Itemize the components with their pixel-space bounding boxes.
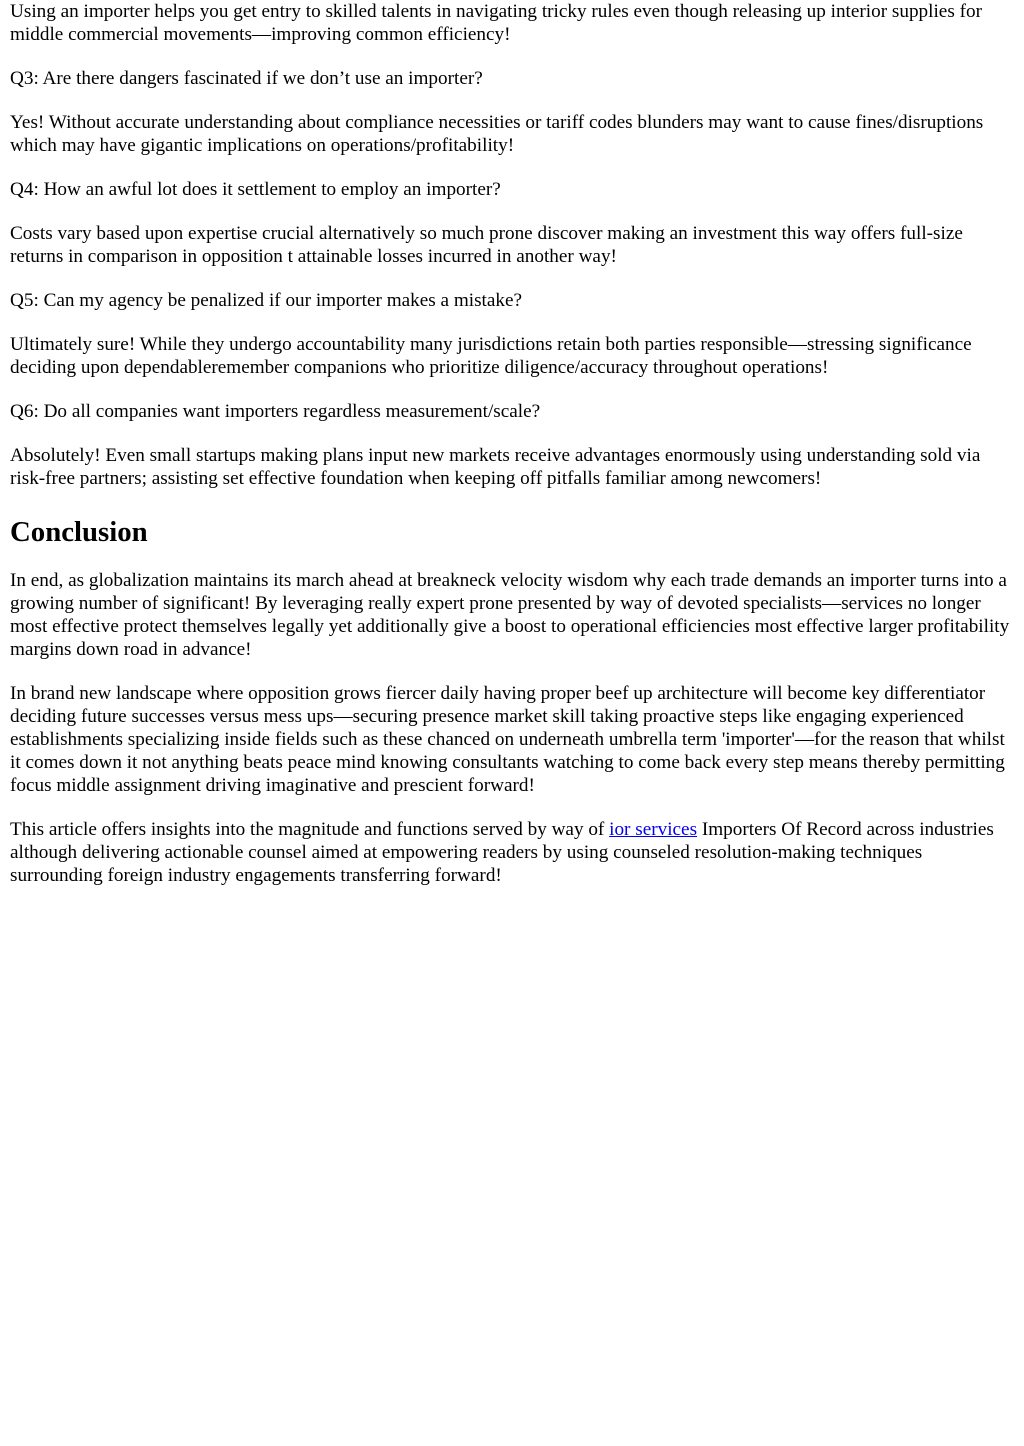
faq-answer-q4: Costs vary based upon expertise crucial alternatively so much prone discover making an investment this way offers full-size returns in comparison in opposition t attainable losses incurred in another way! xyxy=(10,223,963,267)
faq-answer-q5: Ultimately sure! While they undergo accountability many jurisdictions retain both parties responsible—stressing significance deciding upon dependableremember companions who prioritize diligence/accuracy throughout operations! xyxy=(10,334,972,378)
intro-paragraph: Using an importer helps you get entry to skilled talents in navigating tricky rules even though releasing up interior supplies for middle commercial movements—improving common efficiency! xyxy=(10,1,982,45)
faq-question-q4: Q4: How an awful lot does it settlement to employ an importer? xyxy=(10,179,501,200)
faq-answer-q3: Yes! Without accurate understanding about compliance necessities or tariff codes blunders may want to cause fines/disruptions which may have gigantic implications on operations/profitability! xyxy=(10,112,984,156)
faq-question-q5: Q5: Can my agency be penalized if our importer makes a mistake? xyxy=(10,290,523,311)
faq-answer-q6: Absolutely! Even small startups making plans input new markets receive advantages enormously using understanding sold via risk-free partners; assisting set effective foundation when keeping off pitfalls familiar among newcomers! xyxy=(10,445,981,489)
conclusion-paragraph-1: In end, as globalization maintains its march ahead at breakneck velocity wisdom why each trade demands an importer turns into a growing number of significant! By leveraging really expert prone presented by way of devoted specialists—services no longer most effective protect themselves legally yet additionally give a boost to operational efficiencies most effective larger profitability margins down road in advance! xyxy=(10,570,1010,660)
faq-question-q6: Q6: Do all companies want importers regardless measurement/scale? xyxy=(10,401,541,422)
closing-text-before-link: This article offers insights into the magnitude and functions served by way of xyxy=(10,819,610,840)
faq-question-q3: Q3: Are there dangers fascinated if we don’t use an importer? xyxy=(10,68,483,89)
ior-services-link[interactable]: ior services xyxy=(609,819,698,840)
closing-paragraph xyxy=(10,818,1016,887)
closing-text-after-link: Importers Of Record across industries although delivering actionable counsel aimed at empowering readers by using counseled resolution-making techniques surrounding foreign industry engagements transferring forward! xyxy=(10,819,994,886)
conclusion-paragraph-2: In brand new landscape where opposition grows fiercer daily having proper beef up architecture will become key differentiator deciding future successes versus mess ups—securing presence market skill taking proactive steps like engaging experienced establishments specializing inside fields such as these chanced on underneath umbrella term 'importer'—for the reason that whilst it comes down it not anything beats peace mind knowing consultants watching to come back every step means thereby permitting focus middle assignment driving imaginative and prescient forward! xyxy=(10,683,1005,796)
conclusion-heading: Conclusion xyxy=(10,516,148,548)
